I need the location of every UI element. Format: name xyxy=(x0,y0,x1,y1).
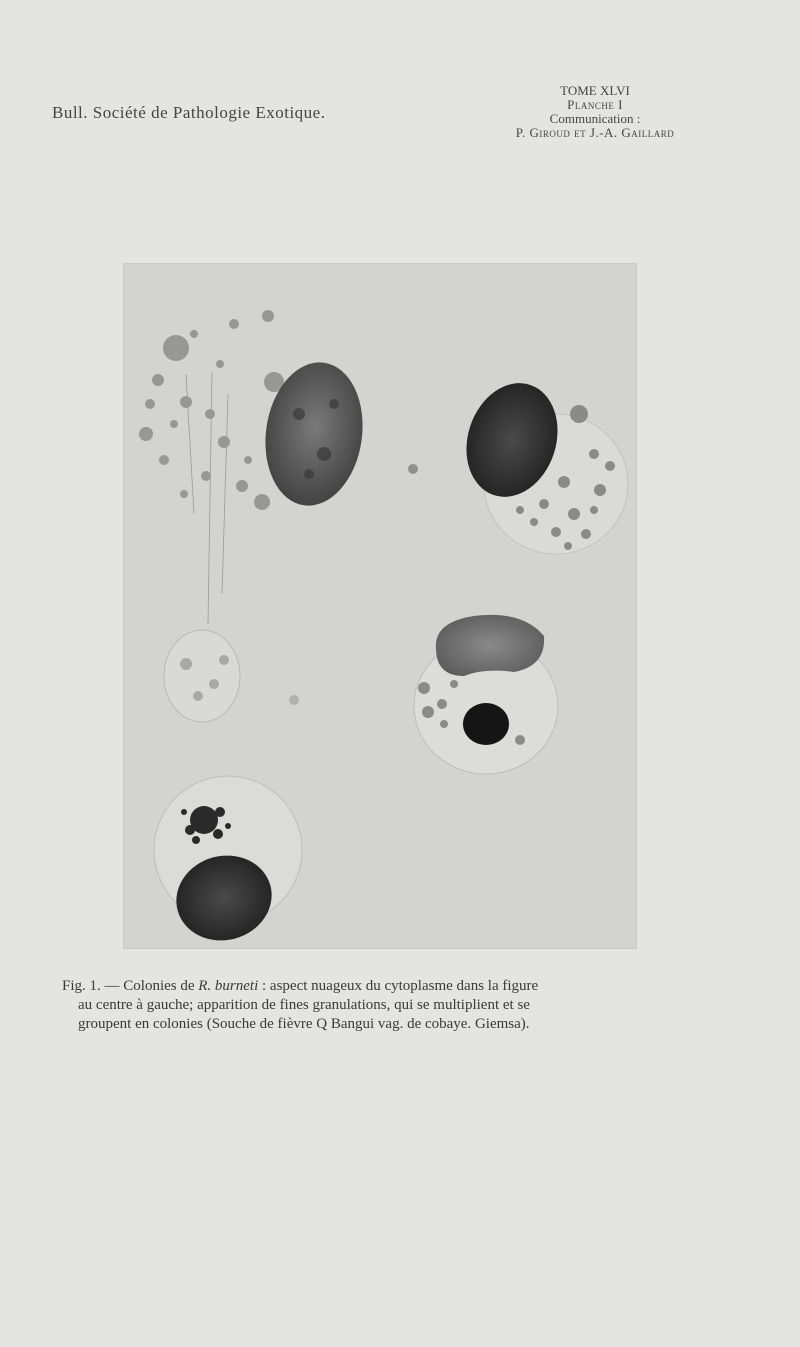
micrograph-plate xyxy=(124,264,636,948)
communication-label: Communication : xyxy=(549,111,641,126)
tome-label: TOME XLVI xyxy=(560,83,630,98)
cell-top-left xyxy=(139,310,418,624)
plate-header xyxy=(470,84,720,140)
caption-label: Fig. 1. — xyxy=(62,978,120,994)
cell-bottom-left xyxy=(154,776,302,948)
micrograph-image xyxy=(124,264,636,948)
caption-line1-rest: : aspect nuageux du cytoplasme dans la figure xyxy=(262,978,539,994)
figure-caption xyxy=(62,977,702,1034)
cell-top-right xyxy=(452,371,628,554)
caption-line3: groupent en colonies (Souche de fièvre Q Bangui vag. de cobaye. Giemsa). xyxy=(78,1016,530,1032)
caption-line2: au centre à gauche; apparition de fines granulations, qui se multiplient et se xyxy=(78,997,530,1013)
journal-title: Bull. Société de Pathologie Exotique. xyxy=(52,103,326,122)
authors-label: P. Giroud et J.-A. Gaillard xyxy=(515,125,675,140)
caption-lead: Colonies de xyxy=(123,978,195,994)
cell-middle-left-faint xyxy=(164,630,299,722)
caption-species: R. burneti xyxy=(198,978,259,994)
cell-middle-right xyxy=(414,615,558,774)
planche-label: Planche I xyxy=(567,97,623,112)
